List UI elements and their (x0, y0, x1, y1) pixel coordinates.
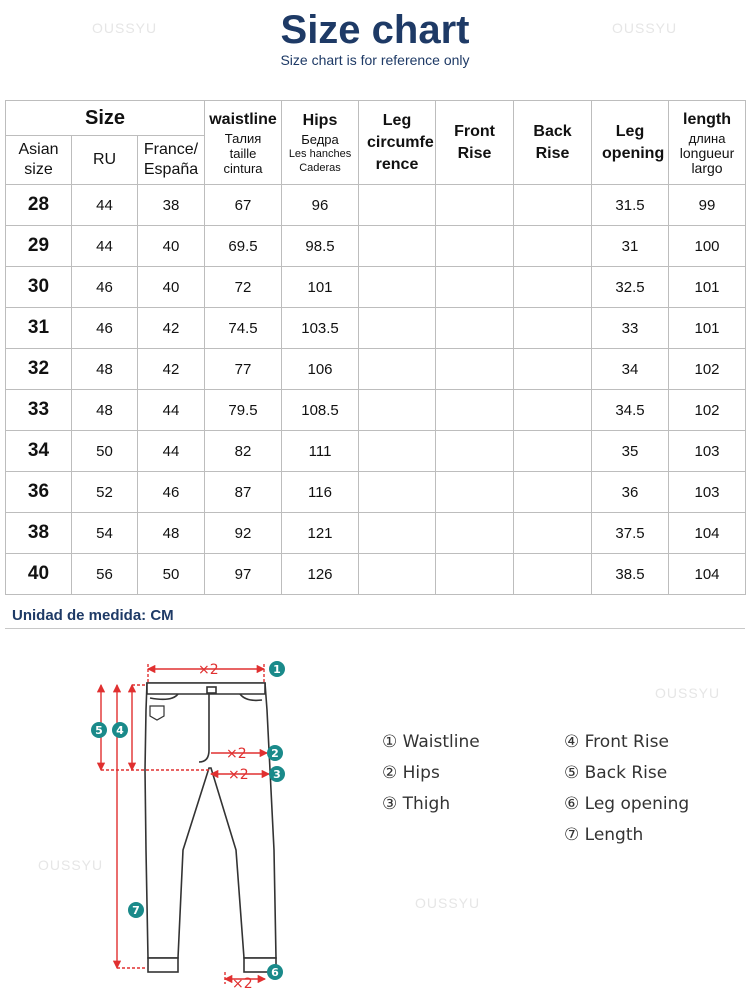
header-asian-size: Asian size (6, 136, 72, 185)
svg-text:4: 4 (116, 724, 124, 737)
table-cell: 34.5 (592, 390, 669, 431)
table-cell (514, 431, 592, 472)
marker-7 (128, 902, 144, 918)
table-cell (514, 513, 592, 554)
table-cell (436, 554, 514, 595)
table-cell: 44 (138, 390, 205, 431)
marker-5 (91, 722, 107, 738)
table-row (6, 308, 746, 349)
marker-4 (112, 722, 128, 738)
legend-item: ④ Front Rise (564, 732, 669, 752)
page-subtitle: Size chart is for reference only (280, 52, 470, 68)
table-cell (359, 185, 436, 226)
size-cell: 33 (6, 390, 72, 431)
svg-text:6: 6 (271, 966, 279, 979)
table-cell (436, 513, 514, 554)
size-cell: 30 (6, 267, 72, 308)
watermark: OUSSYU (655, 685, 721, 701)
table-cell: 38.5 (592, 554, 669, 595)
table-row (6, 513, 746, 554)
header (0, 6, 750, 68)
table-cell: 44 (72, 226, 138, 267)
table-cell (359, 226, 436, 267)
size-cell: 29 (6, 226, 72, 267)
table-cell (514, 554, 592, 595)
table-cell: 42 (138, 349, 205, 390)
table-cell (514, 226, 592, 267)
table-cell: 74.5 (205, 308, 282, 349)
table-cell: 37.5 (592, 513, 669, 554)
table-cell: 126 (282, 554, 359, 595)
table-cell: 77 (205, 349, 282, 390)
legend-item: ⑦ Length (564, 825, 644, 845)
marker-6 (267, 964, 283, 980)
marker-3 (269, 766, 285, 782)
table-cell: 40 (138, 226, 205, 267)
svg-text:5: 5 (95, 724, 103, 737)
table-row (6, 349, 746, 390)
table-cell: 31 (592, 226, 669, 267)
page-title: Size chart (280, 8, 470, 52)
table-cell: 121 (282, 513, 359, 554)
table-cell: 82 (205, 431, 282, 472)
table-cell: 42 (138, 308, 205, 349)
table-cell: 56 (72, 554, 138, 595)
table-cell: 103.5 (282, 308, 359, 349)
table-cell: 96 (282, 185, 359, 226)
header-back-rise: Back Rise (514, 101, 592, 185)
table-cell: 50 (72, 431, 138, 472)
table-cell (436, 226, 514, 267)
table-cell (436, 349, 514, 390)
legend-item: ② Hips (382, 763, 440, 783)
size-cell: 28 (6, 185, 72, 226)
header-france-espana: France/ España (138, 136, 205, 185)
table-cell: 103 (669, 431, 746, 472)
table-cell: 98.5 (282, 226, 359, 267)
header-length: length длина longueur largo (669, 101, 746, 185)
table-cell: 97 (205, 554, 282, 595)
svg-text:2: 2 (271, 747, 279, 760)
table-cell: 101 (669, 267, 746, 308)
size-group-header: Size (6, 101, 205, 136)
table-cell (514, 308, 592, 349)
watermark: OUSSYU (415, 895, 481, 911)
unit-note: Unidad de medida: CM (12, 607, 174, 624)
size-cell: 38 (6, 513, 72, 554)
size-cell: 31 (6, 308, 72, 349)
marker-2 (267, 745, 283, 761)
jeans-outline (145, 683, 276, 972)
table-row (6, 267, 746, 308)
table-cell (514, 390, 592, 431)
table-row (6, 226, 746, 267)
size-cell: 32 (6, 349, 72, 390)
table-cell: 108.5 (282, 390, 359, 431)
table-row (6, 185, 746, 226)
hips-x2-label: ×2 (226, 746, 247, 762)
header-ru: RU (72, 136, 138, 185)
header-waistline: waistline Талия taille cintura (205, 101, 282, 185)
table-cell: 72 (205, 267, 282, 308)
size-cell: 34 (6, 431, 72, 472)
thigh-x2-label: ×2 (228, 767, 249, 783)
table-cell: 104 (669, 554, 746, 595)
table-cell: 100 (669, 226, 746, 267)
svg-text:1: 1 (273, 663, 281, 676)
table-row (6, 431, 746, 472)
svg-text:3: 3 (273, 768, 281, 781)
divider (5, 628, 745, 629)
waist-x2-label: ×2 (198, 662, 219, 678)
table-cell: 92 (205, 513, 282, 554)
table-cell (514, 472, 592, 513)
table-cell (436, 267, 514, 308)
size-cell: 36 (6, 472, 72, 513)
table-cell: 79.5 (205, 390, 282, 431)
table-cell: 31.5 (592, 185, 669, 226)
watermark: OUSSYU (38, 857, 104, 873)
table-cell: 36 (592, 472, 669, 513)
table-cell: 104 (669, 513, 746, 554)
table-cell (436, 431, 514, 472)
table-cell (514, 185, 592, 226)
table-cell: 54 (72, 513, 138, 554)
table-cell: 116 (282, 472, 359, 513)
jeans-measurement-diagram (80, 650, 300, 995)
table-cell (514, 349, 592, 390)
table-cell: 44 (72, 185, 138, 226)
table-cell: 46 (72, 308, 138, 349)
table-cell: 106 (282, 349, 359, 390)
watermark: OUSSYU (612, 20, 678, 36)
header-leg-opening: Leg opening (592, 101, 669, 185)
table-cell: 111 (282, 431, 359, 472)
legend-right (564, 727, 689, 851)
svg-text:7: 7 (132, 904, 140, 917)
marker-1 (269, 661, 285, 677)
table-cell: 102 (669, 390, 746, 431)
table-cell: 32.5 (592, 267, 669, 308)
table-row (6, 390, 746, 431)
table-cell: 69.5 (205, 226, 282, 267)
table-cell (359, 513, 436, 554)
size-table (5, 100, 746, 595)
table-cell: 40 (138, 267, 205, 308)
header-leg-circumference: Leg circumfe rence (359, 101, 436, 185)
table-cell: 46 (138, 472, 205, 513)
table-cell: 101 (669, 308, 746, 349)
legend-item: ③ Thigh (382, 794, 451, 814)
table-cell (359, 267, 436, 308)
table-cell (359, 308, 436, 349)
table-cell: 34 (592, 349, 669, 390)
legend-item: ⑤ Back Rise (564, 763, 668, 783)
table-cell (514, 267, 592, 308)
table-cell: 67 (205, 185, 282, 226)
leg-opening-x2-label: ×2 (232, 976, 253, 992)
table-cell: 102 (669, 349, 746, 390)
table-cell (359, 390, 436, 431)
table-cell: 50 (138, 554, 205, 595)
table-cell: 48 (72, 349, 138, 390)
table-cell: 101 (282, 267, 359, 308)
watermark: OUSSYU (92, 20, 158, 36)
table-cell: 48 (138, 513, 205, 554)
table-cell: 87 (205, 472, 282, 513)
table-cell (359, 554, 436, 595)
table-cell (436, 390, 514, 431)
table-cell: 52 (72, 472, 138, 513)
table-cell: 46 (72, 267, 138, 308)
table-cell: 35 (592, 431, 669, 472)
table-cell: 38 (138, 185, 205, 226)
table-row (6, 554, 746, 595)
table-cell: 103 (669, 472, 746, 513)
table-cell: 99 (669, 185, 746, 226)
table-cell (359, 349, 436, 390)
table-cell (359, 472, 436, 513)
table-header-row (6, 101, 746, 136)
table-cell: 44 (138, 431, 205, 472)
table-cell (436, 308, 514, 349)
table-cell: 33 (592, 308, 669, 349)
header-hips: Hips Бедра Les hanches Caderas (282, 101, 359, 185)
table-cell: 48 (72, 390, 138, 431)
legend-item: ⑥ Leg opening (564, 794, 690, 814)
table-cell (436, 472, 514, 513)
legend-left (382, 727, 480, 820)
table-cell (436, 185, 514, 226)
table-cell (359, 431, 436, 472)
size-cell: 40 (6, 554, 72, 595)
table-row (6, 472, 746, 513)
header-front-rise: Front Rise (436, 101, 514, 185)
legend-item: ① Waistline (382, 732, 480, 752)
